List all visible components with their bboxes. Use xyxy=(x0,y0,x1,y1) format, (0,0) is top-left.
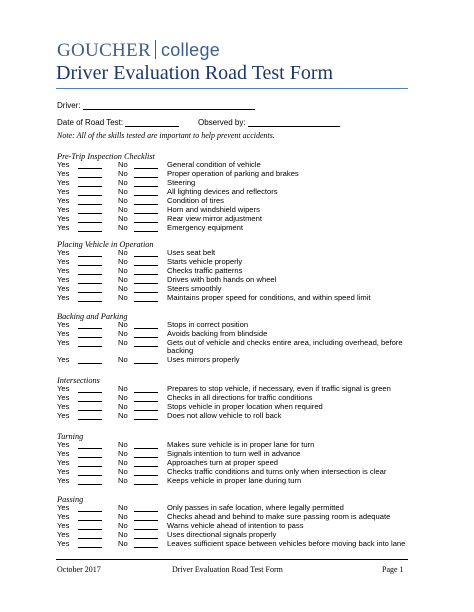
yes-label: Yes xyxy=(57,338,70,347)
checklist-row xyxy=(0,170,474,179)
yes-label: Yes xyxy=(57,393,70,402)
no-label: No xyxy=(118,205,128,214)
yes-label: Yes xyxy=(57,178,70,187)
criterion-text: Only passes in safe location, where legally permitted xyxy=(167,503,344,512)
driver-label: Driver: xyxy=(57,101,81,110)
no-answer-line[interactable] xyxy=(134,292,158,293)
no-answer-line[interactable] xyxy=(134,529,158,530)
yes-answer-line[interactable] xyxy=(78,466,102,467)
driver-input-line[interactable] xyxy=(83,101,255,110)
criterion-text: Uses directional signals properly xyxy=(167,530,277,539)
no-label: No xyxy=(118,338,128,347)
no-answer-line[interactable] xyxy=(134,213,158,214)
section-title: Pre-Trip Inspection Checklist xyxy=(57,152,155,161)
yes-answer-line[interactable] xyxy=(78,363,102,364)
no-label: No xyxy=(118,476,128,485)
criterion-text: Proper operation of parking and brakes xyxy=(167,169,299,178)
no-answer-line[interactable] xyxy=(134,195,158,196)
no-label: No xyxy=(118,223,128,232)
logo-divider xyxy=(155,40,156,59)
no-label: No xyxy=(118,266,128,275)
no-label: No xyxy=(118,293,128,302)
criterion-text: Horn and windshield wipers xyxy=(167,205,260,214)
logo-main-text: GOUCHER xyxy=(57,40,151,61)
no-answer-line[interactable] xyxy=(134,346,158,347)
form-note: Note: All of the skills tested are important to help prevent accidents. xyxy=(57,131,275,140)
criterion-text: Checks ahead and behind to make sure passing room is adequate xyxy=(167,512,391,521)
no-label: No xyxy=(118,275,128,284)
checklist-row xyxy=(0,188,474,197)
no-label: No xyxy=(118,214,128,223)
criterion-text: General condition of vehicle xyxy=(167,160,261,169)
yes-label: Yes xyxy=(57,539,70,548)
no-answer-line[interactable] xyxy=(134,520,158,521)
form-title: Driver Evaluation Road Test Form xyxy=(56,62,334,84)
no-label: No xyxy=(118,355,128,364)
yes-label: Yes xyxy=(57,214,70,223)
no-answer-line[interactable] xyxy=(134,168,158,169)
no-answer-line[interactable] xyxy=(134,328,158,329)
yes-answer-line[interactable] xyxy=(78,177,102,178)
yes-label: Yes xyxy=(57,257,70,266)
checklist-row xyxy=(0,338,474,355)
yes-answer-line[interactable] xyxy=(78,222,102,223)
no-label: No xyxy=(118,539,128,548)
no-answer-line[interactable] xyxy=(134,466,158,467)
yes-label: Yes xyxy=(57,467,70,476)
no-label: No xyxy=(118,384,128,393)
yes-answer-line[interactable] xyxy=(78,195,102,196)
no-label: No xyxy=(118,329,128,338)
no-answer-line[interactable] xyxy=(134,484,158,485)
criterion-text: All lighting devices and reflectors xyxy=(167,187,278,196)
checklist-row xyxy=(0,276,474,285)
yes-answer-line[interactable] xyxy=(78,448,102,449)
driver-field xyxy=(57,101,255,110)
observer-label: Observed by: xyxy=(198,118,246,127)
yes-answer-line[interactable] xyxy=(78,283,102,284)
section-title: Intersections xyxy=(57,376,100,385)
yes-label: Yes xyxy=(57,266,70,275)
criterion-text: Emergency equipment xyxy=(167,223,243,232)
yes-label: Yes xyxy=(57,320,70,329)
no-label: No xyxy=(118,393,128,402)
yes-answer-line[interactable] xyxy=(78,346,102,347)
yes-label: Yes xyxy=(57,355,70,364)
no-answer-line[interactable] xyxy=(134,363,158,364)
section-title: Placing Vehicle in Operation xyxy=(57,240,154,249)
goucher-college-logo xyxy=(57,40,220,62)
footer-date: October 2017 xyxy=(57,565,101,574)
yes-answer-line[interactable] xyxy=(78,410,102,411)
yes-answer-line[interactable] xyxy=(78,292,102,293)
yes-answer-line[interactable] xyxy=(78,547,102,548)
criterion-text: Starts vehicle properly xyxy=(167,257,243,266)
date-label: Date of Road Test: xyxy=(57,118,124,127)
no-label: No xyxy=(118,512,128,521)
yes-label: Yes xyxy=(57,402,70,411)
yes-label: Yes xyxy=(57,329,70,338)
no-answer-line[interactable] xyxy=(134,419,158,420)
no-label: No xyxy=(118,440,128,449)
criterion-text: Checks traffic patterns xyxy=(167,266,243,275)
checklist-row xyxy=(0,540,474,549)
no-answer-line[interactable] xyxy=(134,274,158,275)
yes-label: Yes xyxy=(57,458,70,467)
criterion-text: Drives with both hands on wheel xyxy=(167,275,277,284)
no-answer-line[interactable] xyxy=(134,231,158,232)
criterion-text: Checks traffic conditions and turns only when intersection is clear xyxy=(167,467,387,476)
yes-answer-line[interactable] xyxy=(78,457,102,458)
no-answer-line[interactable] xyxy=(134,392,158,393)
no-label: No xyxy=(118,178,128,187)
yes-answer-line[interactable] xyxy=(78,328,102,329)
no-answer-line[interactable] xyxy=(134,475,158,476)
yes-answer-line[interactable] xyxy=(78,337,102,338)
observer-field xyxy=(198,118,340,127)
yes-label: Yes xyxy=(57,521,70,530)
criterion-text: Checks in all directions for traffic conditions xyxy=(167,393,313,402)
yes-label: Yes xyxy=(57,284,70,293)
no-label: No xyxy=(118,411,128,420)
section-title: Passing xyxy=(57,495,84,504)
yes-answer-line[interactable] xyxy=(78,265,102,266)
yes-answer-line[interactable] xyxy=(78,186,102,187)
date-input-line[interactable] xyxy=(125,118,179,127)
no-answer-line[interactable] xyxy=(134,222,158,223)
yes-answer-line[interactable] xyxy=(78,213,102,214)
title-divider xyxy=(56,88,408,89)
criterion-text: Uses seat belt xyxy=(167,248,216,257)
criterion-text: Does not allow vehicle to roll back xyxy=(167,411,282,420)
checklist-row xyxy=(0,294,474,303)
yes-answer-line[interactable] xyxy=(78,301,102,302)
no-label: No xyxy=(118,187,128,196)
criterion-text: Warns vehicle ahead of intention to pass xyxy=(167,521,304,530)
checklist-row xyxy=(0,356,474,365)
no-answer-line[interactable] xyxy=(134,283,158,284)
yes-answer-line[interactable] xyxy=(78,520,102,521)
no-label: No xyxy=(118,196,128,205)
yes-answer-line[interactable] xyxy=(78,511,102,512)
footer-divider xyxy=(56,559,408,560)
footer-title: Driver Evaluation Road Test Form xyxy=(172,565,283,574)
yes-answer-line[interactable] xyxy=(78,231,102,232)
yes-label: Yes xyxy=(57,160,70,169)
no-label: No xyxy=(118,160,128,169)
no-label: No xyxy=(118,530,128,539)
no-label: No xyxy=(118,503,128,512)
criterion-text: Makes sure vehicle is in proper lane for turn xyxy=(167,440,315,449)
yes-answer-line[interactable] xyxy=(78,529,102,530)
yes-label: Yes xyxy=(57,384,70,393)
no-label: No xyxy=(118,521,128,530)
yes-label: Yes xyxy=(57,530,70,539)
criterion-text: Keeps vehicle in proper lane during turn xyxy=(167,476,302,485)
criterion-text: Condition of tires xyxy=(167,196,224,205)
yes-label: Yes xyxy=(57,196,70,205)
no-answer-line[interactable] xyxy=(134,337,158,338)
criterion-text: Prepares to stop vehicle, if necessary, even if traffic signal is green xyxy=(167,384,391,393)
no-label: No xyxy=(118,284,128,293)
yes-label: Yes xyxy=(57,440,70,449)
no-label: No xyxy=(118,169,128,178)
logo-sub-text: college xyxy=(160,40,221,60)
yes-label: Yes xyxy=(57,512,70,521)
criterion-text: Steering xyxy=(167,178,196,187)
no-answer-line[interactable] xyxy=(134,410,158,411)
yes-label: Yes xyxy=(57,449,70,458)
yes-answer-line[interactable] xyxy=(78,475,102,476)
no-answer-line[interactable] xyxy=(134,538,158,539)
yes-label: Yes xyxy=(57,205,70,214)
no-label: No xyxy=(118,467,128,476)
footer-page: Page 1 xyxy=(382,565,404,574)
yes-answer-line[interactable] xyxy=(78,274,102,275)
yes-label: Yes xyxy=(57,169,70,178)
yes-label: Yes xyxy=(57,187,70,196)
no-label: No xyxy=(118,248,128,257)
no-answer-line[interactable] xyxy=(134,204,158,205)
criterion-text: Signals intention to turn well in advance xyxy=(167,449,301,458)
criterion-text: Rear view mirror adjustment xyxy=(167,214,262,223)
no-label: No xyxy=(118,449,128,458)
section-title: Backing and Parking xyxy=(57,312,128,321)
section-title: Turning xyxy=(57,432,84,441)
no-answer-line[interactable] xyxy=(134,177,158,178)
observer-input-line[interactable] xyxy=(248,118,340,127)
criterion-text: Stops in correct position xyxy=(167,320,249,329)
no-answer-line[interactable] xyxy=(134,186,158,187)
no-answer-line[interactable] xyxy=(134,511,158,512)
yes-label: Yes xyxy=(57,275,70,284)
no-answer-line[interactable] xyxy=(134,301,158,302)
date-field xyxy=(57,118,179,127)
criterion-text: Steers smoothly xyxy=(167,284,222,293)
checklist-row xyxy=(0,412,474,421)
yes-answer-line[interactable] xyxy=(78,484,102,485)
yes-answer-line[interactable] xyxy=(78,538,102,539)
yes-answer-line[interactable] xyxy=(78,419,102,420)
yes-answer-line[interactable] xyxy=(78,256,102,257)
yes-answer-line[interactable] xyxy=(78,401,102,402)
no-label: No xyxy=(118,458,128,467)
no-answer-line[interactable] xyxy=(134,256,158,257)
yes-label: Yes xyxy=(57,248,70,257)
no-answer-line[interactable] xyxy=(134,401,158,402)
yes-label: Yes xyxy=(57,476,70,485)
checklist-row xyxy=(0,477,474,486)
criterion-text: Avoids backing from blindside xyxy=(167,329,268,338)
yes-answer-line[interactable] xyxy=(78,392,102,393)
criterion-text: Maintains proper speed for conditions, and within speed limit xyxy=(167,293,371,302)
checklist-row xyxy=(0,224,474,233)
no-answer-line[interactable] xyxy=(134,265,158,266)
no-answer-line[interactable] xyxy=(134,547,158,548)
yes-label: Yes xyxy=(57,503,70,512)
yes-answer-line[interactable] xyxy=(78,204,102,205)
no-label: No xyxy=(118,402,128,411)
no-answer-line[interactable] xyxy=(134,457,158,458)
yes-label: Yes xyxy=(57,293,70,302)
yes-label: Yes xyxy=(57,223,70,232)
criterion-text: Gets out of vehicle and checks entire area, including overhead, before backing xyxy=(167,338,403,355)
no-answer-line[interactable] xyxy=(134,448,158,449)
no-label: No xyxy=(118,257,128,266)
no-label: No xyxy=(118,320,128,329)
criterion-text: Leaves sufficient space between vehicles before moving back into lane xyxy=(167,539,406,548)
yes-label: Yes xyxy=(57,411,70,420)
criterion-text: Approaches turn at proper speed xyxy=(167,458,279,467)
criterion-text: Stops vehicle in proper location when required xyxy=(167,402,323,411)
criterion-text: Uses mirrors properly xyxy=(167,355,240,364)
yes-answer-line[interactable] xyxy=(78,168,102,169)
